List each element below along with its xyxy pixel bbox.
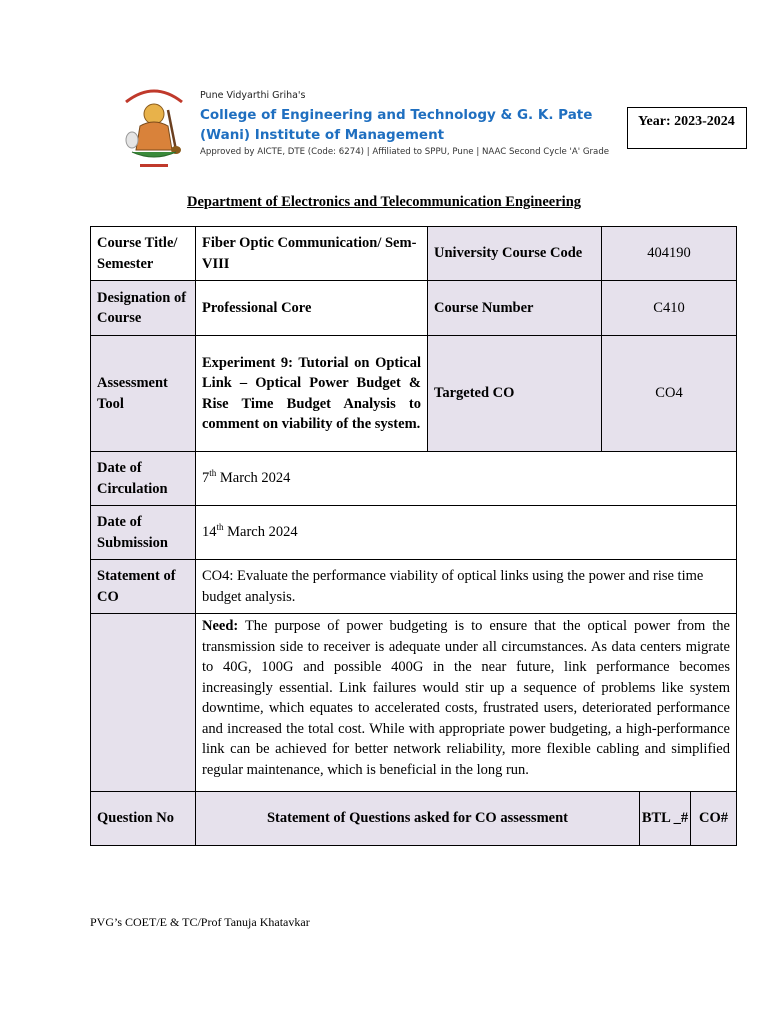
statement-of-questions-header: Statement of Questions asked for CO assessment <box>196 792 640 845</box>
submission-day-suffix: th <box>216 522 224 533</box>
designation-label: Designation of Course <box>91 281 196 336</box>
institute-name-line1: College of Engineering and Technology & G. K. Pate <box>200 107 593 123</box>
question-no-header: Question No <box>91 792 196 846</box>
institute-logo <box>118 80 190 172</box>
table-row <box>91 614 737 792</box>
institute-affiliation: Approved by AICTE, DTE (Code: 6274) | Affiliated to SPPU, Pune | NAAC Second Cycle 'A' Grade <box>200 147 610 157</box>
targeted-co-label: Targeted CO <box>428 336 602 452</box>
institute-name-line2: (Wani) Institute of Management <box>200 127 445 143</box>
circulation-day-suffix: th <box>209 468 217 479</box>
co-header: CO# <box>699 810 728 827</box>
need-paragraph <box>196 614 737 792</box>
need-text: The purpose of power budgeting is to ensure that the optical power from the transmission side to receiver is adequate under all circumstances. As data centers migrate to 40G, 100G and possible 400G in the near future, link performance becomes increasingly essential. Link failures would stir up a sequence of problems like system downtime, which equates to accelerated costs, frustrated users, deteriorated performance and increased the total cost. While with appropriate power budgeting, a high-performance link can be achieved for better network reliability, more flexible cabling and simplified regular maintenance, which is beneficial in the long run. <box>202 618 730 778</box>
year-box: Year: 2023-2024 <box>627 107 747 149</box>
table-row <box>91 336 737 452</box>
assessment-tool-value: Experiment 9: Tutorial on Optical Link – Optical Power Budget & Rise Time Budget Analysis to comment on viability of the system. <box>196 336 428 452</box>
btl-header: BTL _# <box>640 792 691 845</box>
university-code-label: University Course Code <box>428 227 602 281</box>
course-title-label: Course Title/ Semester <box>91 227 196 281</box>
course-number-label: Course Number <box>428 281 602 336</box>
page-footer: PVG’s COET/E & TC/Prof Tanuja Khatavkar <box>90 915 310 929</box>
institute-prefix: Pune Vidyarthi Griha's <box>200 90 306 101</box>
course-info-table <box>90 226 737 846</box>
circulation-day: 7 <box>202 470 210 487</box>
assessment-tool-label: Assessment Tool <box>91 336 196 452</box>
course-number-value: C410 <box>602 281 737 336</box>
department-title: Department of Electronics and Telecommunication Engineering <box>186 194 582 210</box>
table-row <box>91 506 737 560</box>
circulation-month-year: March 2024 <box>216 470 291 487</box>
targeted-co-value: CO4 <box>602 336 737 452</box>
course-title-value: Fiber Optic Communication/ Sem-VIII <box>196 227 428 281</box>
date-of-circulation-value <box>196 452 737 506</box>
need-label-cell <box>91 614 196 792</box>
designation-value: Professional Core <box>196 281 428 336</box>
date-of-submission-value <box>196 506 737 560</box>
table-row <box>91 792 737 846</box>
question-header-cell <box>196 792 737 846</box>
need-label: Need: <box>202 618 239 634</box>
submission-day: 14 <box>202 524 217 541</box>
table-row <box>91 452 737 506</box>
date-of-circulation-label: Date of Circulation <box>91 452 196 506</box>
statement-of-co-label: Statement of CO <box>91 560 196 614</box>
table-row <box>91 560 737 614</box>
submission-month-year: March 2024 <box>223 524 298 541</box>
table-row <box>91 281 737 336</box>
university-code-value: 404190 <box>602 227 737 281</box>
date-of-submission-label: Date of Submission <box>91 506 196 560</box>
statement-of-co-value: CO4: Evaluate the performance viability of optical links using the power and rise time budget analysis. <box>196 560 737 614</box>
institute-header <box>200 90 609 157</box>
table-row <box>91 227 737 281</box>
